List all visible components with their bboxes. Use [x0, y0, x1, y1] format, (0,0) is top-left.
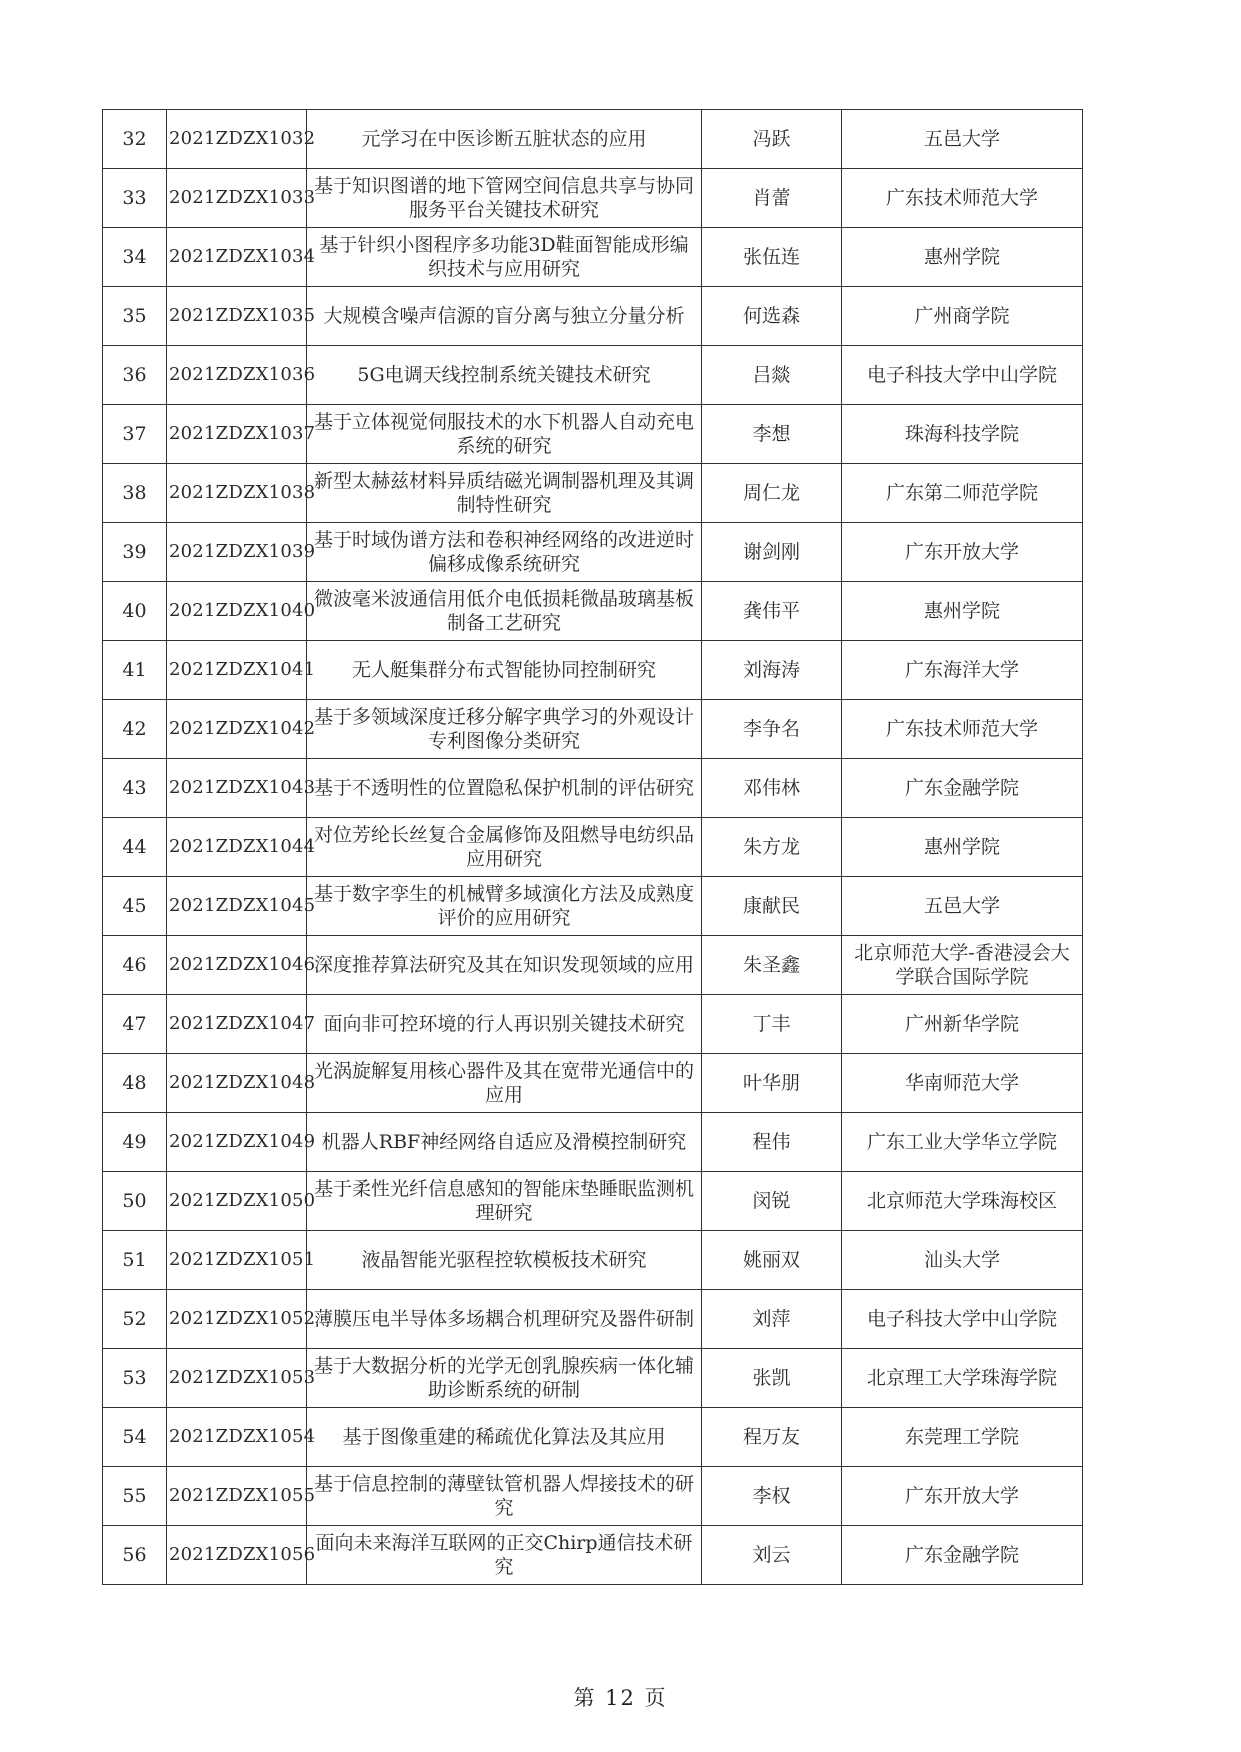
table-row	[103, 641, 1083, 700]
project-leader: 张伍连	[702, 228, 842, 287]
table-row	[103, 1467, 1083, 1526]
page-number: 第 12 页	[573, 1686, 668, 1710]
project-leader: 丁丰	[702, 995, 842, 1054]
institution: 广东技术师范大学	[842, 169, 1083, 228]
table-row	[103, 523, 1083, 582]
project-title: 深度推荐算法研究及其在知识发现领域的应用	[307, 936, 702, 995]
row-number: 54	[103, 1408, 167, 1467]
row-number: 47	[103, 995, 167, 1054]
institution: 惠州学院	[842, 818, 1083, 877]
row-number: 49	[103, 1113, 167, 1172]
institution: 电子科技大学中山学院	[842, 1290, 1083, 1349]
project-leader: 冯跃	[702, 110, 842, 169]
table-row	[103, 877, 1083, 936]
project-title: 5G电调天线控制系统关键技术研究	[307, 346, 702, 405]
table-row	[103, 1408, 1083, 1467]
institution: 广东第二师范学院	[842, 464, 1083, 523]
project-code: 2021ZDZX1051	[167, 1231, 307, 1290]
table-row	[103, 582, 1083, 641]
institution: 电子科技大学中山学院	[842, 346, 1083, 405]
institution: 华南师范大学	[842, 1054, 1083, 1113]
institution: 北京理工大学珠海学院	[842, 1349, 1083, 1408]
row-number: 40	[103, 582, 167, 641]
project-title: 基于图像重建的稀疏优化算法及其应用	[307, 1408, 702, 1467]
project-code: 2021ZDZX1055	[167, 1467, 307, 1526]
project-leader: 刘海涛	[702, 641, 842, 700]
table-row	[103, 405, 1083, 464]
table-row	[103, 346, 1083, 405]
project-title: 大规模含噪声信源的盲分离与独立分量分析	[307, 287, 702, 346]
table-row	[103, 1526, 1083, 1585]
project-code: 2021ZDZX1032	[167, 110, 307, 169]
project-code: 2021ZDZX1056	[167, 1526, 307, 1585]
project-leader: 程万友	[702, 1408, 842, 1467]
project-title: 新型太赫兹材料异质结磁光调制器机理及其调制特性研究	[307, 464, 702, 523]
table-row	[103, 110, 1083, 169]
project-code: 2021ZDZX1049	[167, 1113, 307, 1172]
project-leader: 朱圣鑫	[702, 936, 842, 995]
project-leader: 闵锐	[702, 1172, 842, 1231]
row-number: 52	[103, 1290, 167, 1349]
table-row	[103, 1231, 1083, 1290]
table-row	[103, 995, 1083, 1054]
project-code: 2021ZDZX1037	[167, 405, 307, 464]
project-title: 基于信息控制的薄壁钛管机器人焊接技术的研究	[307, 1467, 702, 1526]
table-row	[103, 759, 1083, 818]
row-number: 37	[103, 405, 167, 464]
project-code: 2021ZDZX1040	[167, 582, 307, 641]
project-title: 基于针织小图程序多功能3D鞋面智能成形编织技术与应用研究	[307, 228, 702, 287]
table-row	[103, 818, 1083, 877]
institution: 北京师范大学-香港浸会大学联合国际学院	[842, 936, 1083, 995]
project-code: 2021ZDZX1042	[167, 700, 307, 759]
row-number: 41	[103, 641, 167, 700]
project-title: 面向非可控环境的行人再识别关键技术研究	[307, 995, 702, 1054]
project-code: 2021ZDZX1033	[167, 169, 307, 228]
project-leader: 邓伟林	[702, 759, 842, 818]
project-code: 2021ZDZX1053	[167, 1349, 307, 1408]
row-number: 44	[103, 818, 167, 877]
project-title: 元学习在中医诊断五脏状态的应用	[307, 110, 702, 169]
row-number: 39	[103, 523, 167, 582]
row-number: 53	[103, 1349, 167, 1408]
row-number: 36	[103, 346, 167, 405]
project-code: 2021ZDZX1035	[167, 287, 307, 346]
project-code: 2021ZDZX1041	[167, 641, 307, 700]
project-code: 2021ZDZX1052	[167, 1290, 307, 1349]
institution: 广东金融学院	[842, 1526, 1083, 1585]
project-leader: 李争名	[702, 700, 842, 759]
project-code: 2021ZDZX1048	[167, 1054, 307, 1113]
row-number: 55	[103, 1467, 167, 1526]
row-number: 45	[103, 877, 167, 936]
table-row	[103, 287, 1083, 346]
project-title: 机器人RBF神经网络自适应及滑模控制研究	[307, 1113, 702, 1172]
institution: 珠海科技学院	[842, 405, 1083, 464]
table-row	[103, 464, 1083, 523]
project-leader: 龚伟平	[702, 582, 842, 641]
project-title: 基于多领域深度迁移分解字典学习的外观设计专利图像分类研究	[307, 700, 702, 759]
project-leader: 肖蕾	[702, 169, 842, 228]
institution: 惠州学院	[842, 582, 1083, 641]
institution: 惠州学院	[842, 228, 1083, 287]
project-title: 无人艇集群分布式智能协同控制研究	[307, 641, 702, 700]
table-row	[103, 169, 1083, 228]
table-row	[103, 1349, 1083, 1408]
row-number: 33	[103, 169, 167, 228]
project-leader: 李想	[702, 405, 842, 464]
row-number: 34	[103, 228, 167, 287]
institution: 广东金融学院	[842, 759, 1083, 818]
institution: 五邑大学	[842, 877, 1083, 936]
project-title: 微波毫米波通信用低介电低损耗微晶玻璃基板制备工艺研究	[307, 582, 702, 641]
project-title: 对位芳纶长丝复合金属修饰及阻燃导电纺织品应用研究	[307, 818, 702, 877]
table-row	[103, 936, 1083, 995]
project-table	[102, 109, 1083, 1585]
row-number: 48	[103, 1054, 167, 1113]
project-code: 2021ZDZX1043	[167, 759, 307, 818]
institution: 东莞理工学院	[842, 1408, 1083, 1467]
project-leader: 谢剑刚	[702, 523, 842, 582]
row-number: 50	[103, 1172, 167, 1231]
institution: 广东开放大学	[842, 1467, 1083, 1526]
project-title: 液晶智能光驱程控软模板技术研究	[307, 1231, 702, 1290]
institution: 广东工业大学华立学院	[842, 1113, 1083, 1172]
project-leader: 姚丽双	[702, 1231, 842, 1290]
project-title: 基于大数据分析的光学无创乳腺疾病一体化辅助诊断系统的研制	[307, 1349, 702, 1408]
project-code: 2021ZDZX1047	[167, 995, 307, 1054]
row-number: 38	[103, 464, 167, 523]
table-row	[103, 1172, 1083, 1231]
row-number: 42	[103, 700, 167, 759]
project-leader: 刘萍	[702, 1290, 842, 1349]
table-row	[103, 228, 1083, 287]
institution: 广州商学院	[842, 287, 1083, 346]
project-title: 薄膜压电半导体多场耦合机理研究及器件研制	[307, 1290, 702, 1349]
project-leader: 康献民	[702, 877, 842, 936]
table-row	[103, 1113, 1083, 1172]
row-number: 32	[103, 110, 167, 169]
project-leader: 李权	[702, 1467, 842, 1526]
project-title: 基于立体视觉伺服技术的水下机器人自动充电系统的研究	[307, 405, 702, 464]
project-code: 2021ZDZX1045	[167, 877, 307, 936]
institution: 广东开放大学	[842, 523, 1083, 582]
project-leader: 张凯	[702, 1349, 842, 1408]
institution: 广东海洋大学	[842, 641, 1083, 700]
row-number: 51	[103, 1231, 167, 1290]
table-row	[103, 1054, 1083, 1113]
project-code: 2021ZDZX1036	[167, 346, 307, 405]
institution: 广州新华学院	[842, 995, 1083, 1054]
project-leader: 何选森	[702, 287, 842, 346]
institution: 五邑大学	[842, 110, 1083, 169]
project-title: 光涡旋解复用核心器件及其在宽带光通信中的应用	[307, 1054, 702, 1113]
project-title: 基于时域伪谱方法和卷积神经网络的改进逆时偏移成像系统研究	[307, 523, 702, 582]
project-code: 2021ZDZX1050	[167, 1172, 307, 1231]
table-row	[103, 700, 1083, 759]
row-number: 56	[103, 1526, 167, 1585]
row-number: 46	[103, 936, 167, 995]
project-code: 2021ZDZX1038	[167, 464, 307, 523]
project-code: 2021ZDZX1034	[167, 228, 307, 287]
row-number: 43	[103, 759, 167, 818]
project-code: 2021ZDZX1039	[167, 523, 307, 582]
project-leader: 朱方龙	[702, 818, 842, 877]
project-title: 基于数字孪生的机械臂多域演化方法及成熟度评价的应用研究	[307, 877, 702, 936]
project-title: 面向未来海洋互联网的正交Chirp通信技术研究	[307, 1526, 702, 1585]
table-body	[103, 110, 1083, 1585]
project-leader: 周仁龙	[702, 464, 842, 523]
project-title: 基于知识图谱的地下管网空间信息共享与协同服务平台关键技术研究	[307, 169, 702, 228]
project-code: 2021ZDZX1054	[167, 1408, 307, 1467]
project-title: 基于柔性光纤信息感知的智能床垫睡眠监测机理研究	[307, 1172, 702, 1231]
institution: 广东技术师范大学	[842, 700, 1083, 759]
project-leader: 刘云	[702, 1526, 842, 1585]
project-code: 2021ZDZX1044	[167, 818, 307, 877]
project-leader: 吕燚	[702, 346, 842, 405]
project-title: 基于不透明性的位置隐私保护机制的评估研究	[307, 759, 702, 818]
institution: 北京师范大学珠海校区	[842, 1172, 1083, 1231]
project-code: 2021ZDZX1046	[167, 936, 307, 995]
institution: 汕头大学	[842, 1231, 1083, 1290]
row-number: 35	[103, 287, 167, 346]
table-row	[103, 1290, 1083, 1349]
project-leader: 叶华朋	[702, 1054, 842, 1113]
project-leader: 程伟	[702, 1113, 842, 1172]
